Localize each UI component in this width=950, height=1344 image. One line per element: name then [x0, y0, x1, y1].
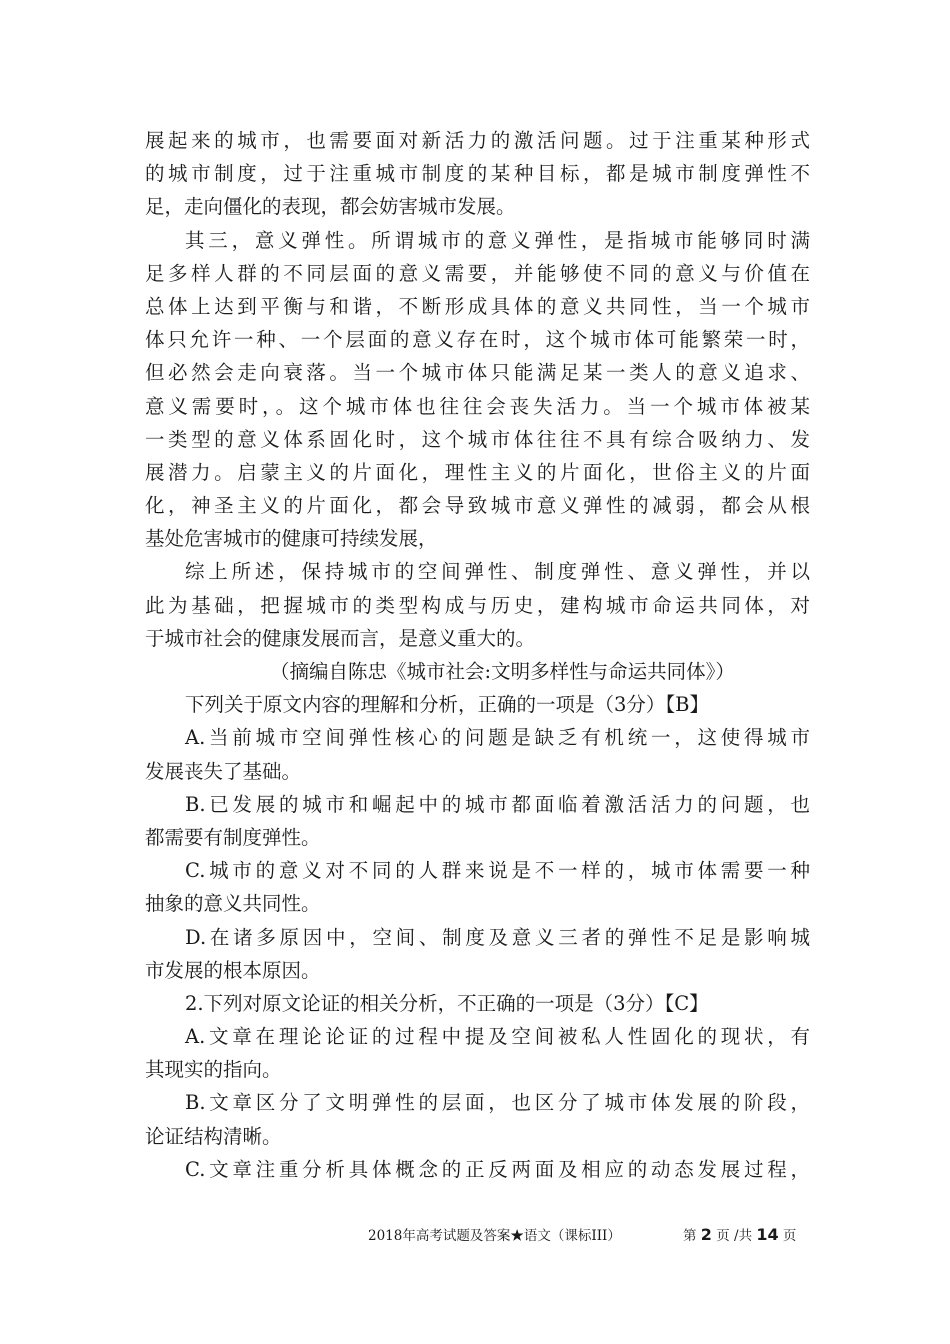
text-line: 2.下列对原文论证的相关分析，不正确的一项是（3分）【C】 [185, 991, 709, 1015]
text-line: 展起来的城市，也需要面对新活力的激活问题。过于注重某种形式 [145, 129, 810, 152]
text-line: 市发展的根本原因。 [145, 958, 321, 982]
page-suffix: 页 [778, 1228, 797, 1244]
text-line: 足，走向僵化的表现，都会妨害城市发展。 [145, 195, 516, 219]
text-line: 此为基础，把握城市的类型构成与历史，建构城市命运共同体，对 [145, 593, 810, 617]
current-page: 2 [700, 1225, 712, 1244]
text-line: 抽象的意义共同性。 [145, 892, 321, 916]
text-line: 都需要有制度弹性。 [145, 825, 321, 849]
footer-page-number [683, 1224, 796, 1244]
text-line: 一类型的意义体系固化时，这个城市体往往不具有综合吸纳力、发 [145, 427, 810, 451]
page-middle: 页 /共 [711, 1228, 757, 1244]
text-line: D.在诸多原因中，空间、制度及意义三者的弹性不足是影响城 [185, 925, 810, 949]
page-prefix: 第 [683, 1228, 701, 1244]
text-line: 下列关于原文内容的理解和分析，正确的一项是（3分）【B】 [185, 693, 709, 717]
text-line: 的城市制度，过于注重城市制度的某种目标，都是城市制度弹性不 [145, 162, 810, 186]
text-line: 化，神圣主义的片面化，都会导致城市意义弹性的减弱，都会从根 [145, 494, 810, 518]
text-line: 体只允许一种、一个层面的意义存在时，这个城市体可能繁荣一时， [145, 328, 810, 352]
total-pages: 14 [756, 1225, 779, 1244]
text-line: 足多样人群的不同层面的意义需要，并能够使不同的意义与价值在 [145, 261, 810, 285]
text-line: A.当前城市空间弹性核心的问题是缺乏有机统一，这使得城市 [185, 726, 810, 750]
text-line: B.已发展的城市和崛起中的城市都面临着激活活力的问题，也 [185, 792, 810, 816]
text-line: 综上所述，保持城市的空间弹性、制度弹性、意义弹性，并以 [185, 560, 810, 584]
text-line: 发展丧失了基础。 [145, 759, 302, 783]
text-line: 基处危害城市的健康可持续发展， [145, 527, 438, 551]
text-line: 总体上达到平衡与和谐，不断形成具体的意义共同性，当一个城市 [145, 294, 810, 318]
text-line: 展潜力。启蒙主义的片面化，理性主义的片面化，世俗主义的片面 [145, 460, 810, 484]
page-footer [0, 1222, 950, 1246]
source-citation: （摘编自陈忠《城市社会:文明多样性与命运共同体》） [270, 660, 735, 683]
body-text [145, 124, 810, 1186]
text-line: 但必然会走向衰落。当一个城市体只能满足某一类人的意义追求、 [145, 361, 810, 385]
text-line: C.城市的意义对不同的人群来说是不一样的，城市体需要一种 [185, 859, 810, 883]
text-line: A.文章在理论论证的过程中提及空间被私人性固化的现状，有 [185, 1025, 810, 1049]
text-line: 其现实的指向。 [145, 1058, 282, 1082]
text-line: 于城市社会的健康发展而言，是意义重大的。 [145, 626, 536, 650]
text-line: 其三，意义弹性。所谓城市的意义弹性，是指城市能够同时满 [185, 228, 810, 252]
text-line: C.文章注重分析具体概念的正反两面及相应的动态发展过程， [185, 1157, 810, 1181]
text-line: 论证结构清晰。 [145, 1124, 282, 1148]
text-line: B.文章区分了文明弹性的层面，也区分了城市体发展的阶段， [185, 1091, 810, 1115]
text-line: 意义需要时，。这个城市体也往往会丧失活力。当一个城市体被某 [145, 394, 810, 418]
footer-title: 2018年高考试题及答案★语文（课标III） [368, 1228, 621, 1244]
